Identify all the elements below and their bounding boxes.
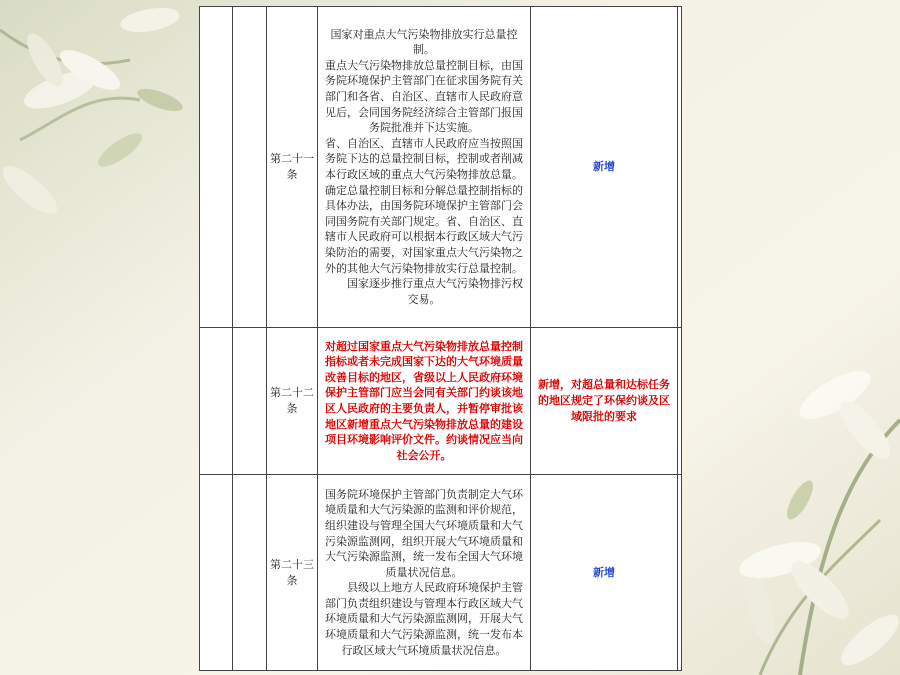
empty-cell <box>233 7 267 328</box>
empty-cell <box>200 328 233 475</box>
article-text <box>318 7 531 328</box>
article-paragraph: 确定总量控制目标和分解总量控制指标的具体办法，由国务院环境保护主管部门会同国务院有关部门规定。省、自治区、直辖市人民政府可以根据本行政区域大气污染防治的需要，对国家重点大气污染物之外的其他大气污染物排放实行总量控制。 <box>325 183 523 275</box>
empty-cell <box>233 328 267 475</box>
empty-cell <box>233 475 267 671</box>
article-paragraph: 国务院环境保护主管部门负责制定大气环境质量和大气污染源的监测和评价规范，组织建设与管理全国大气环境质量和大气污染源监测网，组织开展大气环境质量和大气污染源监测，统一发布全国大气环境质量状况信息。 <box>325 487 523 579</box>
article-number: 第二十一条 <box>267 7 318 328</box>
article-paragraph: 国家逐步推行重点大气污染物排污权交易。 <box>347 277 523 306</box>
change-note <box>531 328 678 475</box>
change-note-text: 新增 <box>593 565 615 579</box>
empty-cell <box>678 328 682 475</box>
law-comparison-table <box>199 6 682 671</box>
change-note <box>531 475 678 671</box>
table-row <box>200 328 682 475</box>
article-number: 第二十三条 <box>267 475 318 671</box>
change-note-text: 新增 <box>593 160 615 174</box>
article-paragraph: 县级以上地方人民政府环境保护主管部门负责组织建设与管理本行政区域大气环境质量和大气污染源监测网，开展大气环境质量和大气污染源监测，统一发布本行政区域大气环境质量状况信息。 <box>325 581 523 657</box>
article-paragraph: 重点大气污染物排放总量控制目标，由国务院环境保护主管部门在征求国务院有关部门和各省、自治区、直辖市人民政府意见后，会同国务院经济综合主管部门报国务院批准并下达实施。 <box>325 58 523 135</box>
article-number: 第二十二条 <box>267 328 318 475</box>
table-row <box>200 475 682 671</box>
table-row <box>200 7 682 328</box>
article-text <box>318 328 531 475</box>
article-paragraph: 国家对重点大气污染物排放实行总量控制。 <box>330 27 518 57</box>
empty-cell <box>678 7 682 328</box>
article-text <box>318 475 531 671</box>
empty-cell <box>200 7 233 328</box>
article-paragraph: 对超过国家重点大气污染物排放总量控制指标或者未完成国家下达的大气环境质量改善目标的地区，省级以上人民政府环境保护主管部门应当会同有关部门约谈该地区人民政府的主要负责人，并暂停审批该地区新增重点大气污染物排放总量的建设项目环境影响评价文件。约谈情况应当向社会公开。 <box>325 339 523 462</box>
change-note <box>531 7 678 328</box>
change-note-text: 新增，对超总量和达标任务的地区规定了环保约谈及区域限批的要求 <box>538 378 670 423</box>
article-paragraph: 省、自治区、直辖市人民政府应当按照国务院下达的总量控制目标，控制或者削减本行政区域的重点大气污染物排放总量。 <box>325 136 523 181</box>
empty-cell <box>200 475 233 671</box>
empty-cell <box>678 475 682 671</box>
